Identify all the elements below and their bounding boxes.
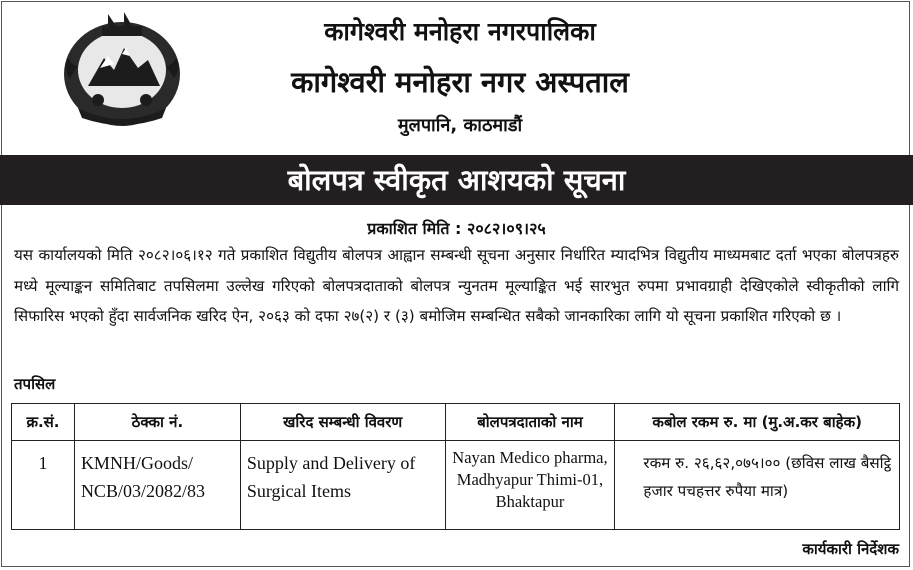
hospital-name: कागेश्वरी मनोहरा नगर अस्पताल <box>291 65 629 99</box>
header-amount: कबोल रकम रु. मा (मु.अ.कर बाहेक) <box>615 404 900 441</box>
header-contract-no: ठेक्का नं. <box>74 404 240 441</box>
published-date: प्रकाशित मिति : २०८२।०९।२५ <box>367 219 546 238</box>
schedule-table <box>11 403 900 530</box>
header-bidder: बोलपत्रदाताको नाम <box>445 404 615 441</box>
cell-sn: 1 <box>12 441 75 530</box>
header-sn: क्र.सं. <box>12 404 75 441</box>
signatory: कार्यकारी निर्देशक <box>802 540 899 558</box>
municipality-name: कागेश्वरी मनोहरा नगरपालिका <box>324 17 596 46</box>
header-description: खरिद सम्बन्धी विवरण <box>240 404 445 441</box>
notice-body: यस कार्यालयको मिति २०८२।०६।१२ गते प्रकाशित विद्युतीय बोलपत्र आह्वान सम्बन्धी सूचना अनुसार निर्धारित म्यादभित्र विद्युतीय माध्यमबाट दर्ता भएका बोलपत्रहरु मध्ये मूल्याङ्कन समितिबाट तपसिलमा उल्लेख गरिएको बोलपत्रदाताको बोलपत्र न्युनतम मूल्याङ्कित भई सारभुत रुपमा प्रभावग्राही देखिएकोले स्वीकृतीको लागि सिफारिस भएको हुँदा सार्वजनिक खरिद ऐन, २०६३ को दफा २७(२) र (३) बमोजिम सम्बन्धित सबैको जानकारिका लागि यो सूचना प्रकाशित गरिएको छ । <box>14 246 899 325</box>
table-row <box>12 441 900 530</box>
cell-description: Supply and Delivery of Surgical Items <box>240 441 445 530</box>
address: मुलपानि, काठमाडौं <box>397 115 523 136</box>
cell-contract-no: KMNH/Goods/ NCB/03/2082/83 <box>74 441 240 530</box>
table-header-row <box>12 404 900 441</box>
cell-amount: रकम रु. २६,६२,०७५।०० (छविस लाख बैसट्ठि हजार पचहत्तर रुपैया मात्र) <box>615 441 900 530</box>
notice-title: बोलपत्र स्वीकृत आशयको सूचना <box>287 163 626 197</box>
notice-title-banner <box>0 155 913 205</box>
schedule-label: तपसिल <box>14 375 56 393</box>
nepal-government-emblem-icon <box>58 8 186 130</box>
cell-bidder: Nayan Medico pharma, Madhyapur Thimi-01, Bhaktapur <box>445 441 615 530</box>
